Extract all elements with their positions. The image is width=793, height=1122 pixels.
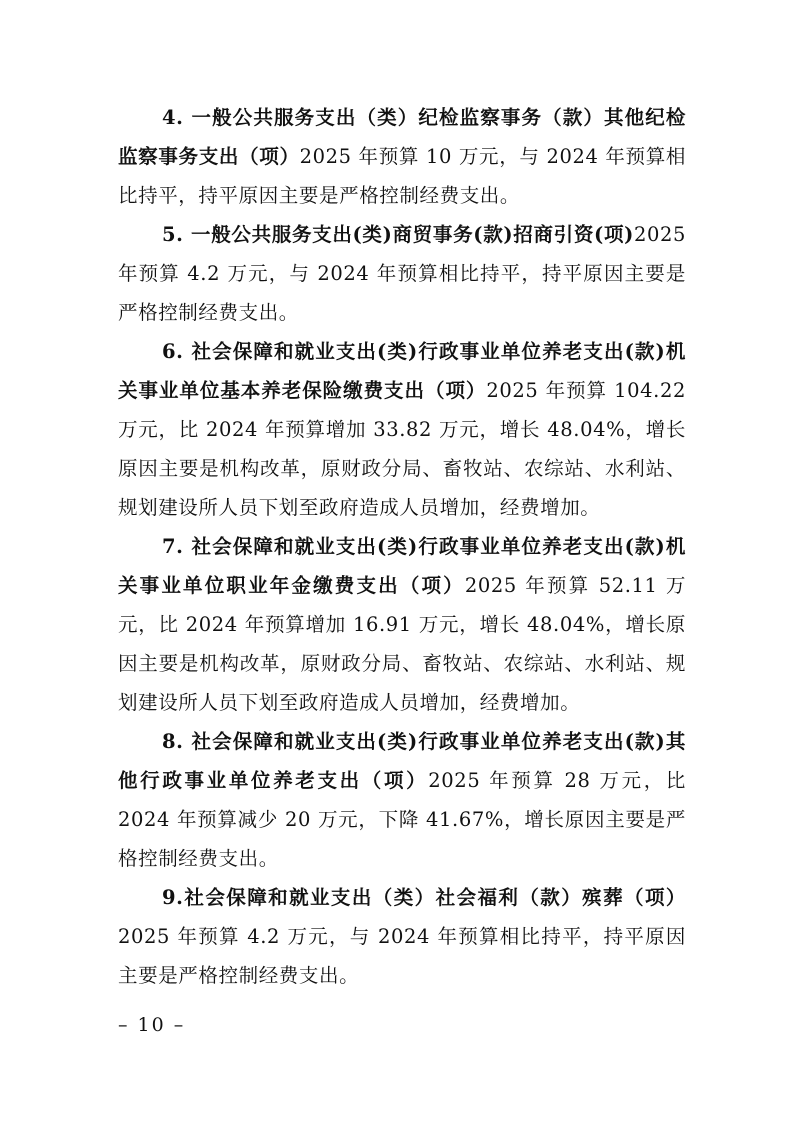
paragraph-item-6 bbox=[118, 332, 686, 527]
paragraph-text: 2025 年预算 28 万元，比 2024 年预算减少 20 万元，下降 41.67%，增长原因主要是严格控制经费支出。 bbox=[118, 769, 686, 870]
paragraph-text: 2025 年预算 104.22 万元，比 2024 年预算增加 33.82 万元，增长 48.04%，增长原因主要是机构改革，原财政分局、畜牧站、农综站、水利站、规划建设所人员下划至政府造成人员增加，经费增加。 bbox=[118, 379, 686, 519]
paragraph-text: 2025 年预算 52.11 万元，比 2024 年预算增加 16.91 万元，增长 48.04%，增长原因主要是机构改革，原财政分局、畜牧站、农综站、水利站、规划建设所人员下划至政府造成人员增加，经费增加。 bbox=[118, 574, 686, 714]
document-body bbox=[118, 98, 686, 995]
paragraph-item-7 bbox=[118, 527, 686, 722]
paragraph-heading: 9.社会保障和就业支出（类）社会福利（款）殡葬（项） bbox=[162, 886, 686, 909]
page-number: – 10 – bbox=[118, 1014, 186, 1036]
paragraph-text: 2025 年预算 10 万元，与 2024 年预算相比持平，持平原因主要是严格控制经费支出。 bbox=[118, 145, 686, 207]
paragraph-text: 2025 年预算 4.2 万元，与 2024 年预算相比持平，持平原因主要是严格控制经费支出。 bbox=[118, 223, 686, 324]
paragraph-item-4 bbox=[118, 98, 686, 215]
paragraph-heading: 5. 一般公共服务支出(类)商贸事务(款)招商引资(项) bbox=[162, 223, 634, 246]
paragraph-item-5 bbox=[118, 215, 686, 332]
paragraph-heading: 4. 一般公共服务支出（类）纪检监察事务（款）其他纪检监察事务支出（项） bbox=[118, 106, 686, 168]
paragraph-item-9 bbox=[118, 878, 686, 995]
paragraph-item-8 bbox=[118, 722, 686, 878]
paragraph-heading: 8. 社会保障和就业支出(类)行政事业单位养老支出(款)其他行政事业单位养老支出（项） bbox=[118, 730, 686, 792]
paragraph-heading: 6. 社会保障和就业支出(类)行政事业单位养老支出(款)机关事业单位基本养老保险缴费支出（项） bbox=[118, 340, 686, 402]
paragraph-text: 2025 年预算 4.2 万元，与 2024 年预算相比持平，持平原因主要是严格控制经费支出。 bbox=[118, 925, 686, 987]
paragraph-heading: 7. 社会保障和就业支出(类)行政事业单位养老支出(款)机关事业单位职业年金缴费支出（项） bbox=[118, 535, 686, 597]
